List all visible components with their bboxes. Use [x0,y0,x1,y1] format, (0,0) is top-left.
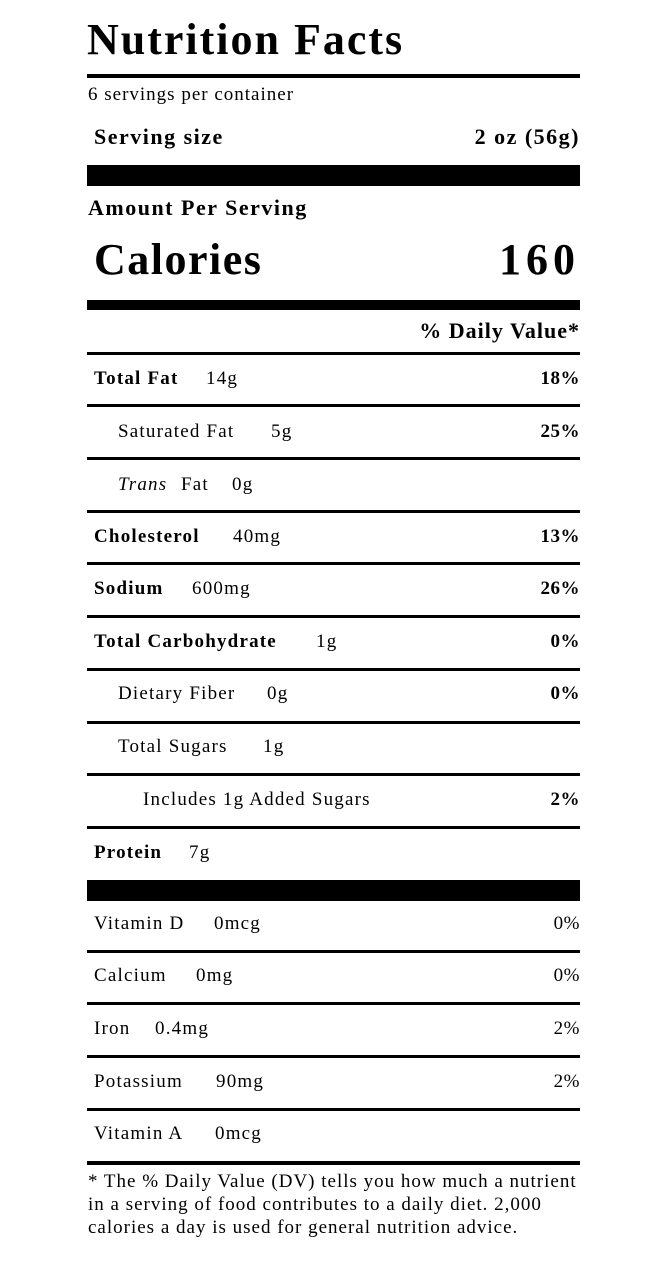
nutrient-amount: 0g [267,683,289,704]
calories-label: Calories [94,235,263,284]
vitamin-dv: 0% [553,913,580,934]
vitamin-row-vitamin-a [87,1108,580,1160]
vitamin-name: Vitamin D [94,913,185,934]
nutrient-amount: 7g [189,842,211,863]
divider [87,1161,580,1165]
nutrient-row-protein [87,827,580,879]
serving-size-value: 2 oz (56g) [474,124,580,149]
vitamin-dv: 2% [553,1071,580,1092]
nutrient-dv: 2% [550,789,580,810]
vitamin-name: Potassium [94,1071,183,1092]
nutrient-row-cholesterol [87,511,580,563]
vitamin-name: Iron [94,1018,131,1039]
nutrient-row-dietary-fiber [87,668,580,720]
vitamin-name: Calcium [94,965,167,986]
nutrient-name: Sodium [94,578,164,599]
nutrient-dv: 0% [550,631,580,652]
nutrient-dv: 25% [540,421,580,442]
nutrient-row-sodium [87,563,580,615]
vitamin-dv: 2% [553,1018,580,1039]
nutrient-amount: 0g [232,474,254,495]
nutrient-name: Total Carbohydrate [94,631,277,652]
medium-divider [87,300,580,310]
divider [87,74,580,78]
amount-per-serving: Amount Per Serving [88,195,308,220]
calories-value: 160 [499,235,580,284]
daily-value-header: % Daily Value* [419,318,580,343]
nutrient-name: Includes 1g Added Sugars [143,789,371,810]
nutrient-name: Saturated Fat [118,421,235,442]
nutrient-amount: 1g [316,631,338,652]
nutrient-row-trans-fat [87,459,580,511]
nutrient-amount: 14g [206,368,239,389]
nutrient-dv: 13% [540,526,580,547]
nutrient-name: Protein [94,842,163,863]
serving-size-label: Serving size [94,124,224,149]
nutrient-dv: 18% [540,368,580,389]
vitamin-amount: 0.4mg [155,1018,210,1039]
vitamin-row-iron [87,1003,580,1055]
nutrient-amount: 1g [263,736,285,757]
vitamin-amount: 0mcg [214,913,262,934]
vitamin-row-calcium [87,950,580,1002]
nutrient-name: Fat [181,474,209,495]
thick-divider [87,165,580,186]
label-title: Nutrition Facts [87,15,405,64]
nutrient-dv: 0% [550,683,580,704]
nutrient-name: Total Fat [94,368,179,389]
nutrient-amount: 5g [271,421,293,442]
nutrient-row-total-sugars [87,721,580,773]
vitamin-row-vitamin-d [87,898,580,950]
vitamin-name: Vitamin A [94,1123,184,1144]
nutrient-amount: 40mg [233,526,282,547]
nutrient-name: Cholesterol [94,526,200,547]
nutrient-name-italic: Trans [118,474,168,495]
vitamin-row-potassium [87,1056,580,1108]
nutrient-name: Total Sugars [118,736,228,757]
vitamin-amount: 90mg [216,1071,265,1092]
vitamin-dv: 0% [553,965,580,986]
nutrient-amount: 600mg [192,578,251,599]
nutrient-dv: 26% [540,578,580,599]
nutrient-name: Dietary Fiber [118,683,236,704]
nutrient-row-total-fat [87,353,580,405]
nutrient-row-total-carbohydrate [87,616,580,668]
footnote: * The % Daily Value (DV) tells you how much a nutrient in a serving of food contributes to a daily diet. 2,000 calories a day is used for general nutrition advice. [88,1171,577,1238]
nutrient-row-saturated-fat [87,406,580,458]
vitamin-amount: 0mg [196,965,234,986]
vitamin-amount: 0mcg [215,1123,263,1144]
nutrient-row-added-sugars [87,774,580,826]
servings-per-container: 6 servings per container [88,84,295,105]
